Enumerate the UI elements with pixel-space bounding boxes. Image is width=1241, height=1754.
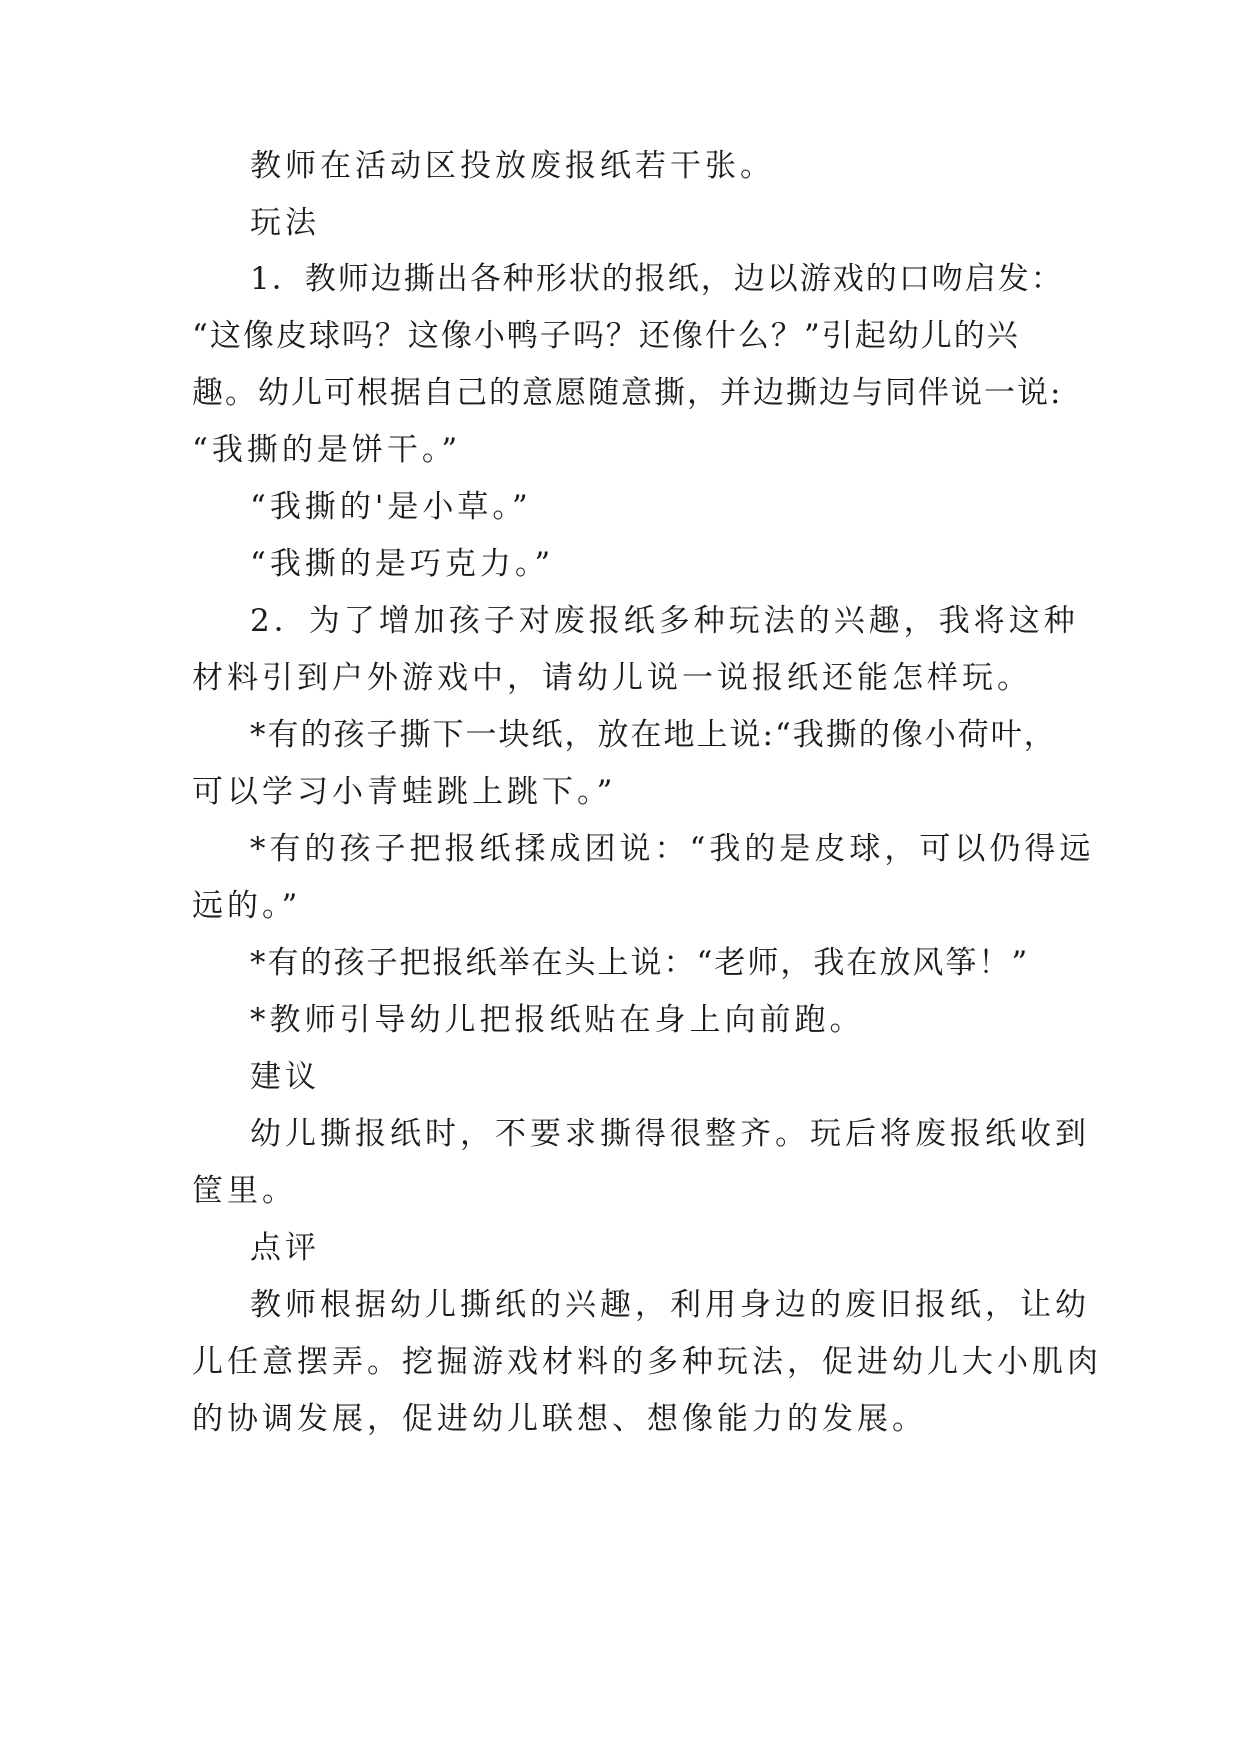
paragraph-step1-line4: “我撕的是饼干。”	[192, 432, 462, 468]
paragraph-step2-line1: 2．为了增加孩子对废报纸多种玩法的兴趣，我将这种	[250, 603, 1079, 639]
bullet-ball-line2: 远的。”	[192, 888, 302, 924]
paragraph-suggestion-line1: 幼儿撕报纸时，不要求撕得很整齐。玩后将废报纸收到	[250, 1116, 1090, 1152]
paragraph-review-line1: 教师根据幼儿撕纸的兴趣，利用身边的废旧报纸，让幼	[250, 1287, 1090, 1323]
bullet-run: *教师引导幼儿把报纸贴在身上向前跑。	[250, 1002, 865, 1038]
paragraph-review-line2: 儿任意摆弄。挖掘游戏材料的多种玩法，促进幼儿大小肌肉	[192, 1344, 1102, 1380]
quote-chocolate: “我撕的是巧克力。”	[250, 546, 555, 582]
paragraph-step1-line2: “这像皮球吗？这像小鸭子吗？还像什么？”引起幼儿的兴	[192, 318, 1020, 354]
bullet-lotus-leaf-line2: 可以学习小青蛙跳上跳下。”	[192, 774, 617, 810]
paragraph-step1-line1: 1．教师边撕出各种形状的报纸，边以游戏的口吻启发：	[250, 261, 1064, 297]
paragraph-step2-line2: 材料引到户外游戏中，请幼儿说一说报纸还能怎样玩。	[192, 660, 1032, 696]
bullet-kite: *有的孩子把报纸举在头上说：“老师，我在放风筝！”	[250, 945, 1030, 981]
paragraph-materials: 教师在活动区投放废报纸若干张。	[250, 148, 775, 184]
paragraph-step1-line3: 趣。幼儿可根据自己的意愿随意撕，并边撕边与同伴说一说:	[192, 375, 1063, 411]
bullet-ball-line1: *有的孩子把报纸揉成团说：“我的是皮球，可以仍得远	[250, 831, 1095, 867]
paragraph-suggestion-line2: 筐里。	[192, 1173, 297, 1209]
heading-review: 点评	[250, 1230, 320, 1266]
bullet-lotus-leaf-line1: *有的孩子撕下一块纸，放在地上说:“我撕的像小荷叶，	[250, 717, 1057, 753]
quote-grass: “我撕的'是小草。”	[250, 489, 532, 525]
paragraph-review-line3: 的协调发展，促进幼儿联想、想像能力的发展。	[192, 1401, 927, 1437]
heading-gameplay: 玩法	[250, 205, 320, 241]
heading-suggestion: 建议	[250, 1059, 320, 1095]
